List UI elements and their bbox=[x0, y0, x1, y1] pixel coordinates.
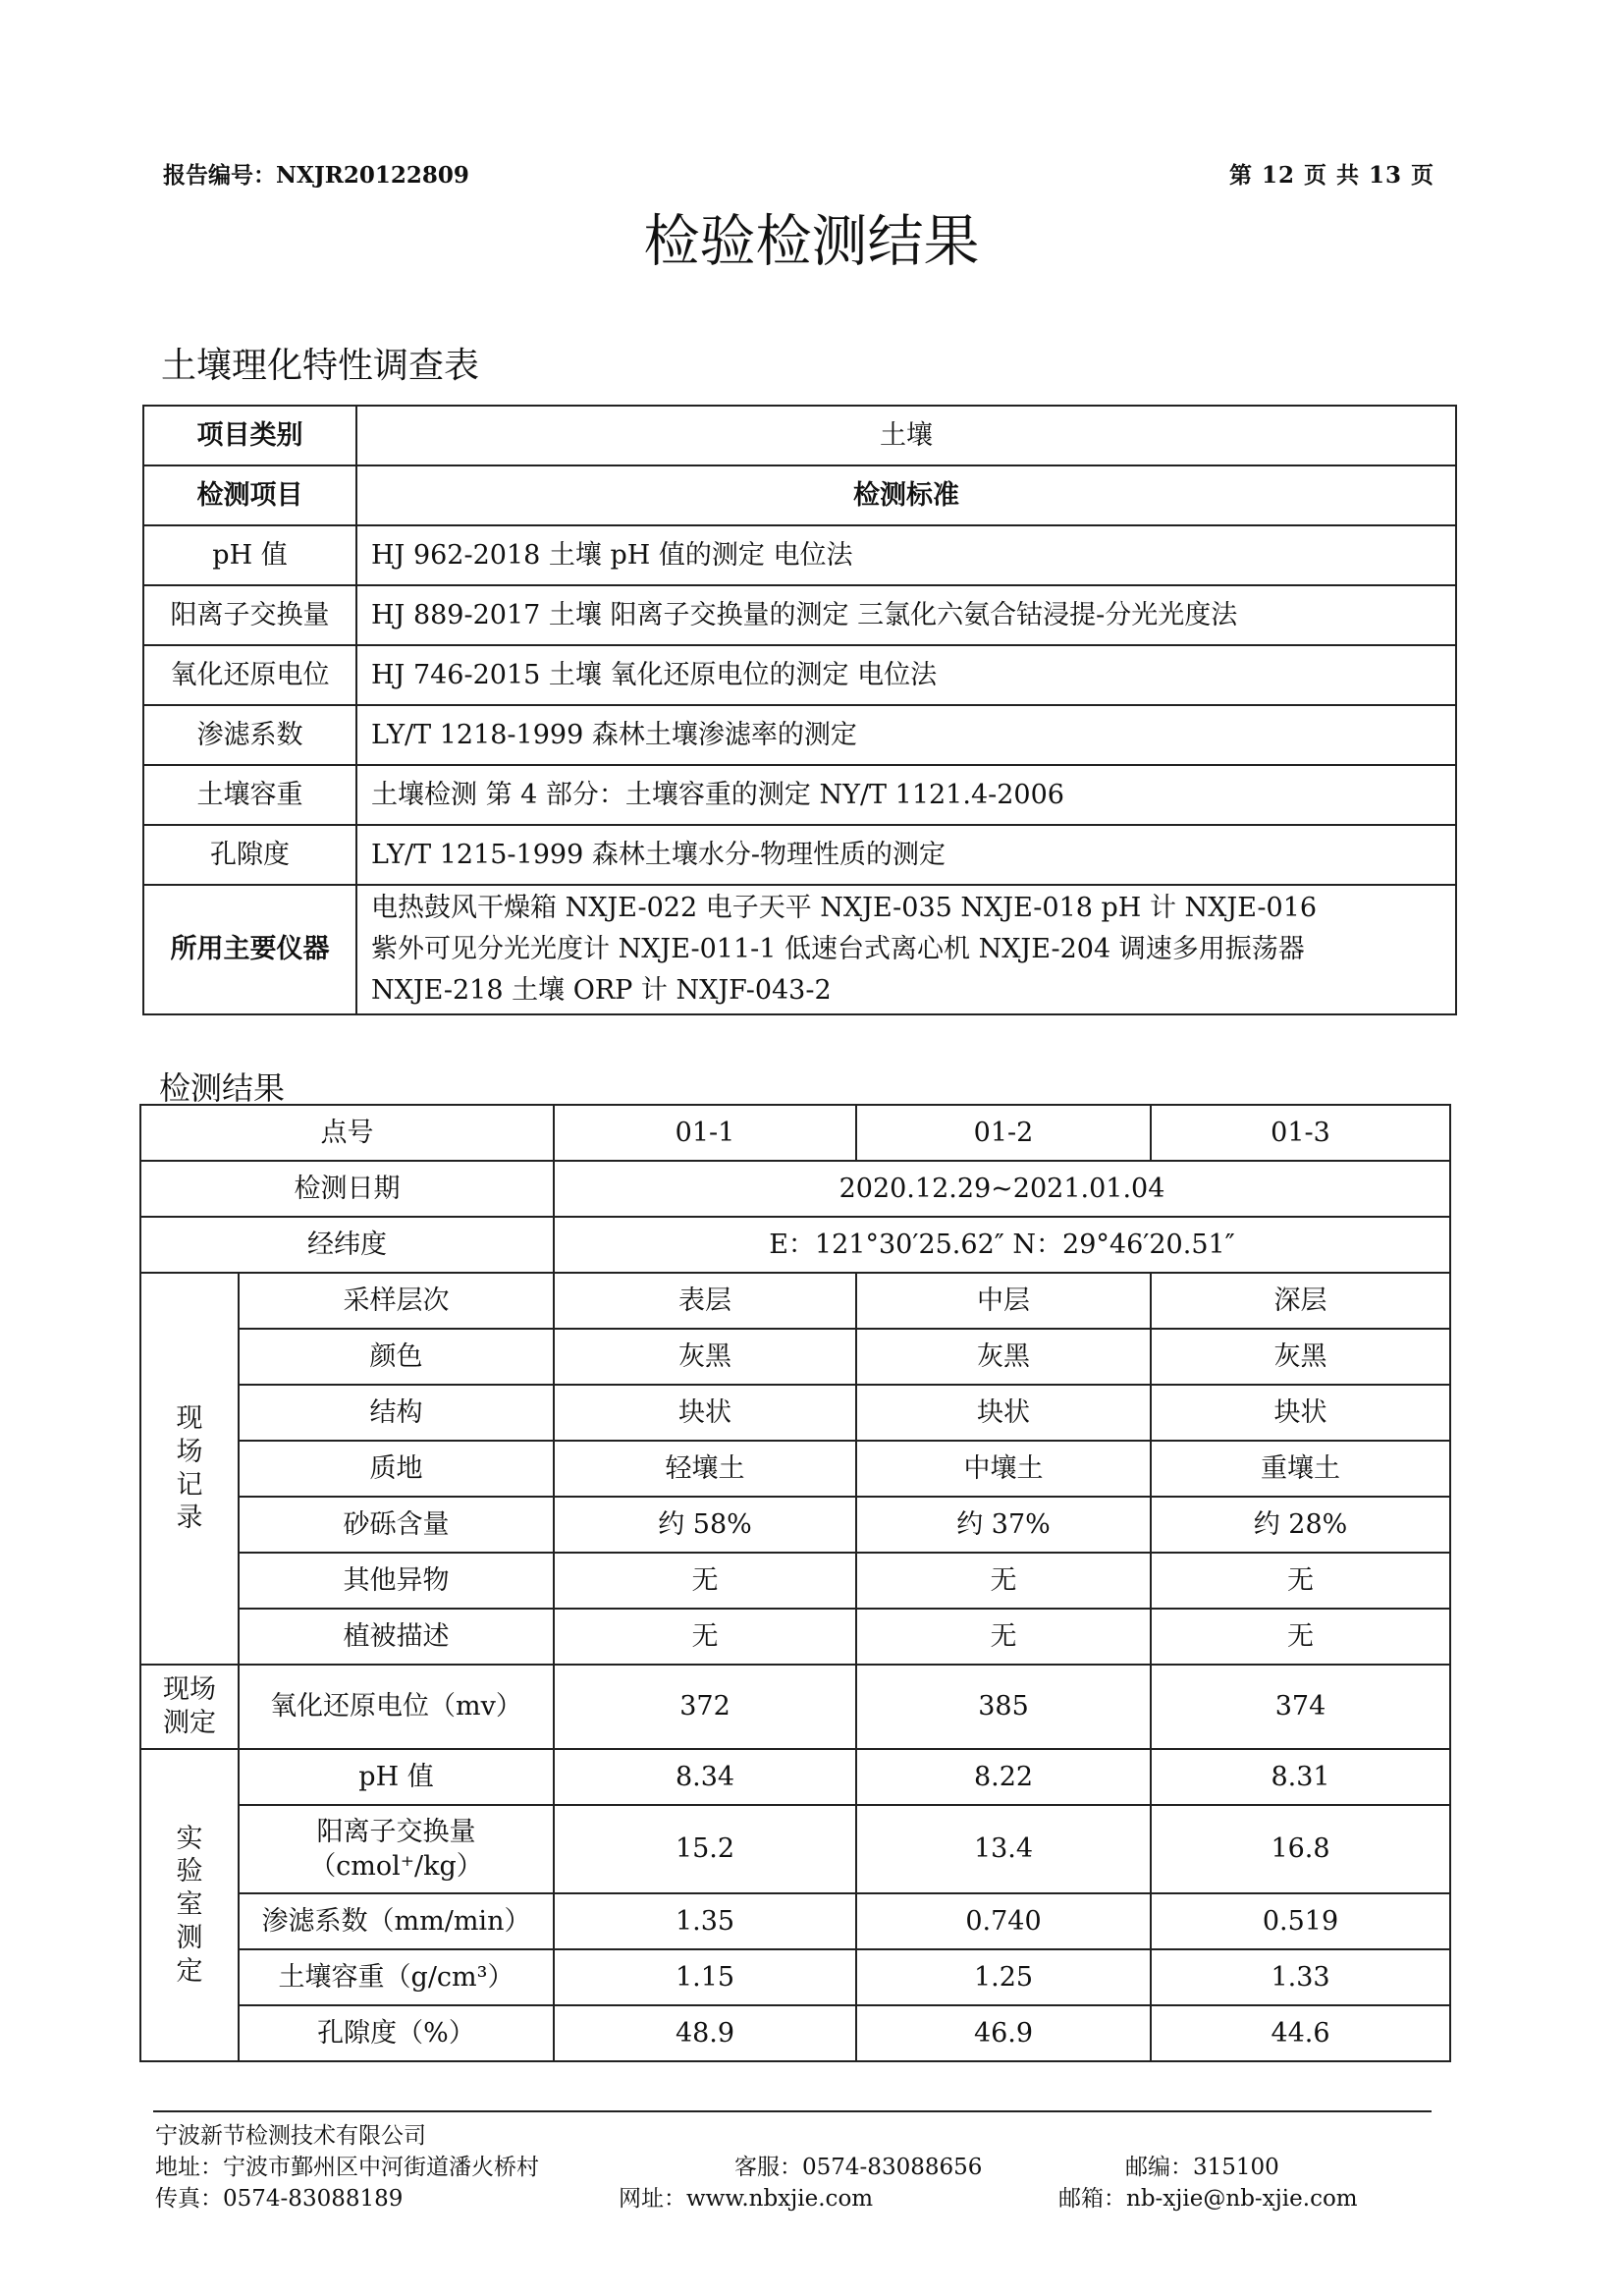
point-label: 点号 bbox=[140, 1105, 554, 1161]
group-char: 记 bbox=[176, 1469, 203, 1501]
table-row bbox=[140, 1949, 1450, 2005]
standard-cell: HJ 889-2017 土壤 阳离子交换量的测定 三氯化六氨合钴浸提-分光光度法 bbox=[356, 585, 1456, 645]
date-value: 2020.12.29~2021.01.04 bbox=[554, 1161, 1450, 1217]
row-label: pH 值 bbox=[239, 1749, 554, 1805]
standard-cell: LY/T 1215-1999 森林土壤水分-物理性质的测定 bbox=[356, 825, 1456, 885]
standard-cell: HJ 962-2018 土壤 pH 值的测定 电位法 bbox=[356, 525, 1456, 585]
value-cell: 约 58% bbox=[554, 1497, 856, 1553]
table-row bbox=[140, 1893, 1450, 1949]
table-row bbox=[143, 406, 1456, 465]
table-row bbox=[143, 705, 1456, 765]
results-table bbox=[139, 1104, 1451, 2062]
date-label: 检测日期 bbox=[140, 1161, 554, 1217]
value-cell: 约 28% bbox=[1151, 1497, 1450, 1553]
value-cell: 灰黑 bbox=[856, 1329, 1151, 1385]
table-row bbox=[140, 1553, 1450, 1609]
value-cell: 8.22 bbox=[856, 1749, 1151, 1805]
value-cell: 约 37% bbox=[856, 1497, 1151, 1553]
value-cell: 13.4 bbox=[856, 1805, 1151, 1893]
footer-postcode: 邮编：315100 bbox=[1125, 2155, 1279, 2180]
table-row bbox=[140, 1161, 1450, 1217]
footer-email: 邮箱：nb-xjie@nb-xjie.com bbox=[1058, 2186, 1358, 2212]
row-label: 植被描述 bbox=[239, 1609, 554, 1665]
table-row bbox=[140, 1385, 1450, 1441]
table-row bbox=[140, 1273, 1450, 1329]
value-cell: 灰黑 bbox=[554, 1329, 856, 1385]
value-cell: 无 bbox=[554, 1609, 856, 1665]
row-label: 结构 bbox=[239, 1385, 554, 1441]
value-cell: 深层 bbox=[1151, 1273, 1450, 1329]
row-label: 渗滤系数（mm/min） bbox=[239, 1893, 554, 1949]
instrument-line: NXJE-218 土壤 ORP 计 NXJF-043-2 bbox=[371, 974, 832, 1006]
value-cell: 重壤土 bbox=[1151, 1441, 1450, 1497]
point-cell: 01-1 bbox=[554, 1105, 856, 1161]
value-cell: 8.31 bbox=[1151, 1749, 1450, 1805]
group-char: 现 bbox=[176, 1403, 203, 1434]
group-char: 录 bbox=[176, 1503, 203, 1534]
table-row bbox=[143, 645, 1456, 705]
item-cell: 阳离子交换量 bbox=[143, 585, 356, 645]
row-label: 质地 bbox=[239, 1441, 554, 1497]
coord-label: 经纬度 bbox=[140, 1217, 554, 1273]
table-row bbox=[140, 1441, 1450, 1497]
item-header: 检测项目 bbox=[143, 465, 356, 525]
footer-fax: 传真：0574-83088189 bbox=[155, 2186, 404, 2212]
value-cell: 15.2 bbox=[554, 1805, 856, 1893]
footer-service: 客服：0574-83088656 bbox=[734, 2155, 983, 2180]
table-row bbox=[140, 1749, 1450, 1805]
category-value: 土壤 bbox=[356, 406, 1456, 465]
value-cell: 0.740 bbox=[856, 1893, 1151, 1949]
footer-website: 网址：www.nbxjie.com bbox=[619, 2186, 874, 2212]
value-cell: 无 bbox=[1151, 1553, 1450, 1609]
value-cell: 无 bbox=[1151, 1609, 1450, 1665]
row-label-unit: （cmol⁺/kg） bbox=[309, 1851, 483, 1882]
table-row bbox=[143, 465, 1456, 525]
standard-cell: HJ 746-2015 土壤 氧化还原电位的测定 电位法 bbox=[356, 645, 1456, 705]
instrument-line: 电热鼓风干燥箱 NXJE-022 电子天平 NXJE-035 NXJE-018 pH 计 NXJE-016 bbox=[371, 893, 1318, 924]
table-row bbox=[143, 825, 1456, 885]
standard-cell: LY/T 1218-1999 森林土壤渗滤率的测定 bbox=[356, 705, 1456, 765]
standard-cell: 土壤检测 第 4 部分：土壤容重的测定 NY/T 1121.4-2006 bbox=[356, 765, 1456, 825]
field-test-group bbox=[140, 1665, 239, 1749]
value-cell: 块状 bbox=[856, 1385, 1151, 1441]
row-label: 采样层次 bbox=[239, 1273, 554, 1329]
value-cell: 374 bbox=[1151, 1665, 1450, 1749]
table-row bbox=[140, 2005, 1450, 2061]
value-cell: 385 bbox=[856, 1665, 1151, 1749]
point-cell: 01-3 bbox=[1151, 1105, 1450, 1161]
group-char: 测 bbox=[176, 1922, 203, 1953]
table-row bbox=[140, 1217, 1450, 1273]
value-cell: 中层 bbox=[856, 1273, 1151, 1329]
value-cell: 无 bbox=[554, 1553, 856, 1609]
item-cell: 渗滤系数 bbox=[143, 705, 356, 765]
row-label: 孔隙度（%） bbox=[239, 2005, 554, 2061]
value-cell: 块状 bbox=[1151, 1385, 1450, 1441]
table-row bbox=[143, 585, 1456, 645]
row-label bbox=[239, 1805, 554, 1893]
group-char: 定 bbox=[176, 1955, 203, 1987]
table-row bbox=[140, 1609, 1450, 1665]
table-row bbox=[140, 1105, 1450, 1161]
report-number: 报告编号：NXJR20122809 bbox=[163, 162, 469, 189]
instrument-line: 紫外可见分光光度计 NXJE-011-1 低速台式离心机 NXJE-204 调速多用振荡器 bbox=[371, 934, 1305, 965]
group-char: 实 bbox=[176, 1823, 203, 1854]
standard-header: 检测标准 bbox=[356, 465, 1456, 525]
table-row bbox=[143, 885, 1456, 1014]
row-label: 砂砾含量 bbox=[239, 1497, 554, 1553]
item-cell: 孔隙度 bbox=[143, 825, 356, 885]
value-cell: 中壤土 bbox=[856, 1441, 1151, 1497]
row-label: 土壤容重（g/cm³） bbox=[239, 1949, 554, 2005]
value-cell: 1.15 bbox=[554, 1949, 856, 2005]
category-label: 项目类别 bbox=[143, 406, 356, 465]
value-cell: 16.8 bbox=[1151, 1805, 1450, 1893]
instrument-list bbox=[356, 885, 1456, 1014]
footer-divider bbox=[153, 2110, 1432, 2112]
value-cell: 块状 bbox=[554, 1385, 856, 1441]
instrument-label: 所用主要仪器 bbox=[143, 885, 356, 1014]
group-char: 室 bbox=[176, 1889, 203, 1921]
page-number: 第 12 页 共 13 页 bbox=[1229, 162, 1435, 189]
footer-address: 地址：宁波市鄞州区中河街道潘火桥村 bbox=[155, 2155, 539, 2180]
table-row bbox=[140, 1497, 1450, 1553]
survey-table-title: 土壤理化特性调查表 bbox=[161, 346, 480, 386]
row-label-line: 阳离子交换量 bbox=[316, 1816, 476, 1847]
value-cell: 8.34 bbox=[554, 1749, 856, 1805]
row-label: 颜色 bbox=[239, 1329, 554, 1385]
value-cell: 48.9 bbox=[554, 2005, 856, 2061]
standards-table bbox=[142, 405, 1457, 1015]
row-label: 氧化还原电位（mv） bbox=[239, 1665, 554, 1749]
item-cell: 土壤容重 bbox=[143, 765, 356, 825]
value-cell: 46.9 bbox=[856, 2005, 1151, 2061]
table-row bbox=[143, 765, 1456, 825]
footer-company: 宁波新节检测技术有限公司 bbox=[155, 2123, 426, 2149]
table-row bbox=[140, 1805, 1450, 1893]
point-cell: 01-2 bbox=[856, 1105, 1151, 1161]
item-cell: pH 值 bbox=[143, 525, 356, 585]
table-row bbox=[143, 525, 1456, 585]
lab-test-group bbox=[140, 1749, 239, 2061]
value-cell: 无 bbox=[856, 1553, 1151, 1609]
group-text: 测定 bbox=[163, 1708, 216, 1738]
table-row bbox=[140, 1665, 1450, 1749]
results-title: 检测结果 bbox=[159, 1069, 286, 1107]
value-cell: 0.519 bbox=[1151, 1893, 1450, 1949]
value-cell: 44.6 bbox=[1151, 2005, 1450, 2061]
value-cell: 轻壤土 bbox=[554, 1441, 856, 1497]
value-cell: 表层 bbox=[554, 1273, 856, 1329]
coord-value: E：121°30′25.62″ N：29°46′20.51″ bbox=[554, 1217, 1450, 1273]
item-cell: 氧化还原电位 bbox=[143, 645, 356, 705]
value-cell: 无 bbox=[856, 1609, 1151, 1665]
table-row bbox=[140, 1329, 1450, 1385]
value-cell: 1.35 bbox=[554, 1893, 856, 1949]
row-label: 其他异物 bbox=[239, 1553, 554, 1609]
value-cell: 1.33 bbox=[1151, 1949, 1450, 2005]
group-text: 现场 bbox=[163, 1674, 216, 1706]
value-cell: 1.25 bbox=[856, 1949, 1151, 2005]
group-char: 验 bbox=[176, 1856, 203, 1887]
field-record-group bbox=[140, 1273, 239, 1665]
value-cell: 灰黑 bbox=[1151, 1329, 1450, 1385]
value-cell: 372 bbox=[554, 1665, 856, 1749]
page-title: 检验检测结果 bbox=[643, 209, 980, 274]
group-char: 场 bbox=[176, 1436, 203, 1467]
